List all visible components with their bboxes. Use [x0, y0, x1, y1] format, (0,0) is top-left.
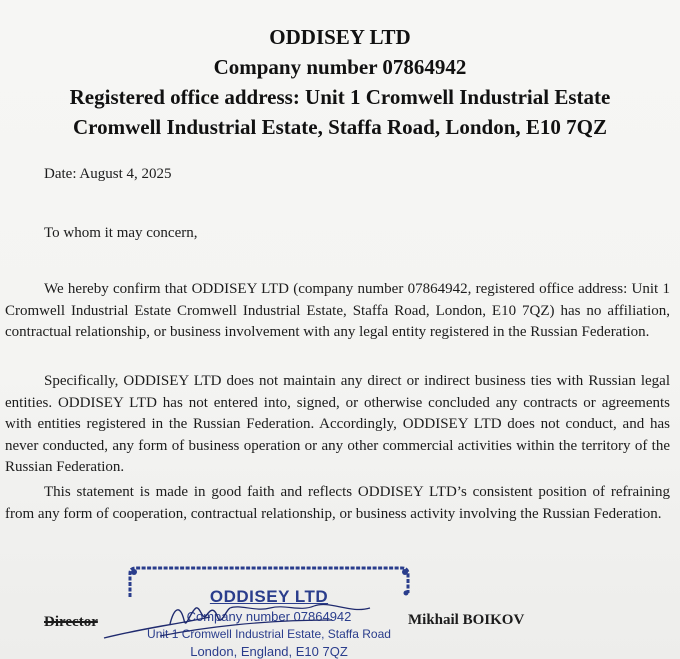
stamp-company-name: ODDISEY LTD — [209, 587, 329, 606]
signatory-role: Director — [44, 614, 98, 630]
body-paragraph-affiliation: We hereby confirm that ODDISEY LTD (company number 07864942, registered office address: Unit 1 Cromwell Industrial Estate Cromwell Industrial Estate, Staffa Road, London, E10 7QZ) has no affiliation, contractual relationship, or business involvement with any legal entity registered in the Russian Federation. — [5, 281, 670, 340]
letterhead — [0, 22, 680, 142]
stamp-company-number: Company number 07864942 — [186, 609, 352, 624]
registered-address-line-1: Registered office address: Unit 1 Cromwell Industrial Estate — [69, 85, 611, 109]
signature-block — [0, 560, 680, 659]
company-name: ODDISEY LTD — [269, 25, 411, 49]
company-number: Company number 07864942 — [213, 55, 467, 79]
letter-date: Date: August 4, 2025 — [44, 166, 172, 182]
body-paragraph-specifics: Specifically, ODDISEY LTD does not maintain any direct or indirect business ties with Russian legal entities. ODDISEY LTD has not entered into, signed, or otherwise concluded any contracts or agreements with entities registered in the Russian Federation. Accordingly, ODDISEY LTD does not conduct, and has never conducted, any form of business operation or any other commercial activities within the territory of the Russian Federation. — [5, 373, 670, 475]
body-paragraph-statement: This statement is made in good faith and reflects ODDISEY LTD’s consistent position of refraining from any form of cooperation, contractual relationship, or business activity involving the Russian Federation. — [5, 484, 670, 522]
stamp-address-line-2: London, England, E10 7QZ — [190, 644, 348, 659]
registered-address-line-2: Cromwell Industrial Estate, Staffa Road, London, E10 7QZ — [72, 115, 607, 139]
letter-greeting: To whom it may concern, — [44, 225, 198, 241]
signatory-name: Mikhail BOIKOV — [408, 612, 525, 628]
stamp-address-line-1: Unit 1 Cromwell Industrial Estate, Staffa Road — [147, 627, 391, 641]
handwritten-signature — [100, 590, 390, 650]
